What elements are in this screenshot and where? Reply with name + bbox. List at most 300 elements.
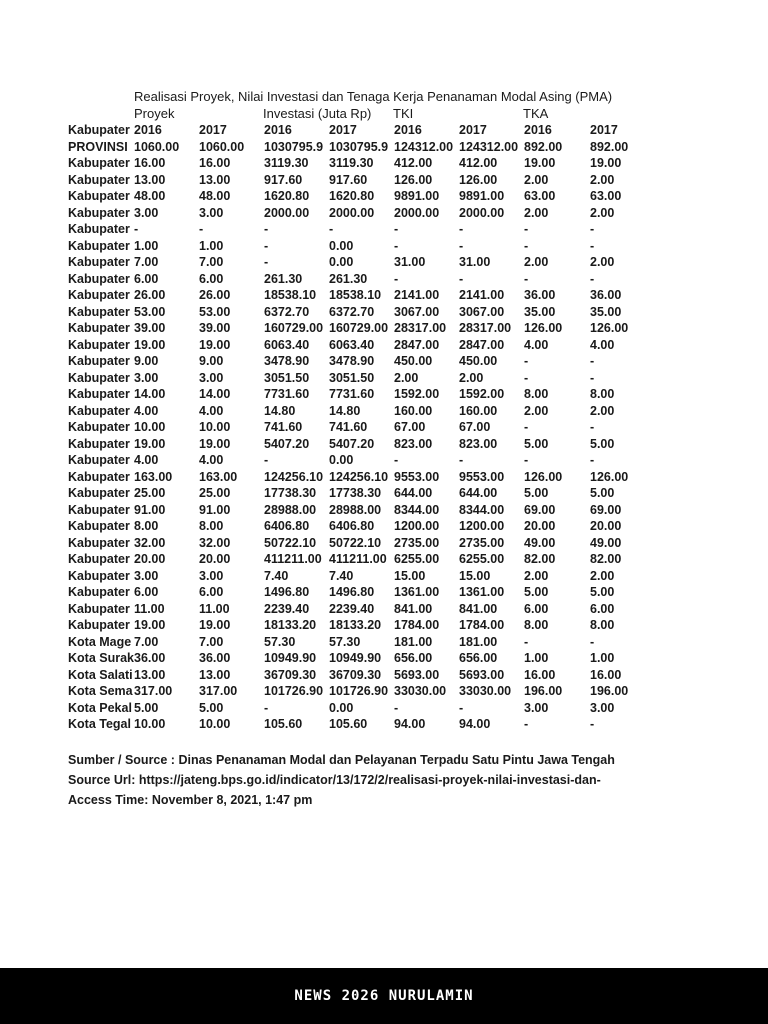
region-cell: Kabupater	[68, 585, 130, 599]
value-cell: -	[394, 453, 399, 467]
table-row	[68, 617, 650, 634]
value-cell: 8.00	[524, 618, 549, 632]
region-cell: Kabupater	[68, 420, 130, 434]
value-cell: 1030795.9	[264, 139, 324, 154]
value-cell: 3119.30	[264, 156, 309, 170]
value-cell: 160.00	[394, 403, 433, 418]
value-cell: 5.00	[590, 585, 615, 599]
value-cell: 7.00	[134, 634, 159, 649]
value-cell: 16.00	[134, 156, 166, 170]
value-cell: 6255.00	[459, 552, 505, 566]
value-cell: 57.30	[264, 634, 296, 649]
value-cell: -	[590, 354, 595, 368]
value-cell: 14.00	[199, 387, 231, 401]
table-row	[68, 386, 650, 403]
value-cell: 1620.80	[264, 189, 310, 203]
value-cell: -	[264, 222, 269, 236]
column-header: 2017	[329, 123, 357, 137]
value-cell: 2000.00	[264, 205, 310, 220]
value-cell: 6.00	[590, 601, 615, 616]
value-cell: 19.00	[524, 156, 556, 170]
region-cell: Kota Mage	[68, 634, 132, 649]
column-header: 2017	[199, 123, 227, 137]
value-cell: 124312.00	[394, 139, 454, 154]
value-cell: 31.00	[394, 255, 426, 269]
value-cell: 2000.00	[459, 205, 505, 220]
value-cell: -	[264, 238, 269, 253]
value-cell: 4.00	[199, 453, 224, 467]
value-cell: 3051.50	[329, 370, 375, 385]
value-cell: 3478.90	[264, 354, 310, 368]
region-cell: Kabupater	[68, 288, 130, 302]
value-cell: 5.00	[590, 486, 615, 500]
value-cell: -	[590, 420, 595, 434]
region-cell: Kabupater	[68, 568, 130, 583]
value-cell: 6406.80	[264, 519, 310, 533]
table-row	[68, 700, 650, 717]
value-cell: 5.00	[524, 585, 549, 599]
value-cell: -	[394, 222, 399, 236]
value-cell: 1200.00	[394, 519, 440, 533]
value-cell: 16.00	[590, 667, 622, 682]
table-row	[68, 304, 650, 321]
value-cell: 48.00	[199, 189, 231, 203]
region-cell: Kabupater	[68, 304, 130, 319]
value-cell: 48.00	[134, 189, 166, 203]
value-cell: 13.00	[134, 172, 166, 187]
value-cell: 105.60	[264, 717, 303, 731]
value-cell: 196.00	[524, 684, 563, 698]
table-row	[68, 221, 650, 238]
column-header: Kabupater	[68, 123, 130, 137]
value-cell: 823.00	[394, 436, 433, 451]
value-cell: 9553.00	[394, 469, 440, 484]
value-cell: 196.00	[590, 684, 629, 698]
value-cell: 160729.00	[264, 321, 324, 335]
value-cell: 124256.10	[329, 469, 389, 484]
value-cell: 15.00	[459, 568, 491, 583]
column-header-row	[68, 122, 650, 139]
value-cell: 3478.90	[329, 354, 375, 368]
value-cell: 5407.20	[329, 436, 375, 451]
value-cell: 63.00	[524, 189, 556, 203]
value-cell: -	[590, 271, 595, 286]
value-cell: 892.00	[590, 139, 629, 154]
table-body	[68, 139, 650, 733]
table-row	[68, 667, 650, 684]
value-cell: 741.60	[329, 420, 368, 434]
value-cell: 6372.70	[329, 304, 375, 319]
value-cell: 19.00	[199, 618, 231, 632]
value-cell: 101726.90	[264, 684, 324, 698]
value-cell: 6.00	[134, 271, 159, 286]
value-cell: 6.00	[199, 585, 224, 599]
value-cell: 1620.80	[329, 189, 375, 203]
value-cell: 19.00	[134, 436, 166, 451]
table-row	[68, 535, 650, 552]
watermark-banner	[0, 968, 768, 1024]
value-cell: 0.00	[329, 453, 354, 467]
value-cell: 841.00	[459, 601, 498, 616]
region-cell: Kabupater	[68, 337, 130, 352]
value-cell: 3067.00	[459, 304, 505, 319]
region-cell: Kabupater	[68, 601, 130, 616]
value-cell: 18133.20	[264, 618, 317, 632]
value-cell: 917.60	[329, 172, 368, 187]
value-cell: 36.00	[199, 651, 231, 665]
table-row	[68, 353, 650, 370]
value-cell: 1.00	[590, 651, 615, 665]
value-cell: 28988.00	[329, 502, 382, 517]
value-cell: -	[590, 717, 595, 731]
value-cell: 20.00	[199, 552, 231, 566]
value-cell: -	[264, 700, 269, 715]
value-cell: 1592.00	[394, 387, 440, 401]
region-cell: Kabupater	[68, 271, 130, 286]
value-cell: -	[524, 634, 529, 649]
value-cell: -	[524, 222, 529, 236]
table-row	[68, 370, 650, 387]
value-cell: 28988.00	[264, 502, 317, 517]
value-cell: 6.00	[134, 585, 159, 599]
value-cell: 36.00	[524, 288, 556, 302]
value-cell: 10.00	[134, 717, 166, 731]
value-cell: 741.60	[264, 420, 303, 434]
value-cell: -	[459, 271, 464, 286]
region-cell: Kabupater	[68, 222, 130, 236]
value-cell: 3067.00	[394, 304, 440, 319]
value-cell: 7731.60	[329, 387, 375, 401]
value-cell: -	[394, 700, 399, 715]
value-cell: 1060.00	[134, 139, 180, 154]
value-cell: 2.00	[459, 370, 484, 385]
value-cell: 105.60	[329, 717, 368, 731]
value-cell: 11.00	[134, 601, 165, 616]
value-cell: 94.00	[394, 717, 426, 731]
value-cell: 2.00	[524, 205, 549, 220]
table-row	[68, 287, 650, 304]
value-cell: 3.00	[199, 370, 224, 385]
value-cell: 126.00	[524, 469, 563, 484]
region-cell: Kabupater	[68, 535, 130, 550]
value-cell: -	[459, 222, 464, 236]
value-cell: 892.00	[524, 139, 563, 154]
value-cell: -	[590, 370, 595, 385]
value-cell: 2.00	[524, 172, 549, 187]
value-cell: 0.00	[329, 255, 354, 269]
value-cell: 5693.00	[394, 667, 440, 682]
value-cell: -	[590, 634, 595, 649]
value-cell: 5407.20	[264, 436, 310, 451]
value-cell: 656.00	[459, 651, 498, 665]
value-cell: 3.00	[134, 568, 159, 583]
source-text: Sumber / Source : Dinas Penanaman Modal dan Pelayanan Terpadu Satu Pintu Jawa Tengah	[68, 753, 615, 767]
value-cell: 2847.00	[394, 337, 440, 352]
value-cell: 3.00	[134, 370, 159, 385]
value-cell: 49.00	[590, 535, 622, 550]
region-cell: Kabupater	[68, 552, 130, 566]
source-footer	[68, 750, 615, 810]
value-cell: 126.00	[459, 172, 498, 187]
value-cell: 4.00	[590, 337, 615, 352]
region-cell: Kota Sema	[68, 684, 133, 698]
value-cell: 2735.00	[394, 535, 440, 550]
region-cell: Kabupater	[68, 436, 130, 451]
value-cell: 412.00	[459, 156, 498, 170]
value-cell: 9.00	[134, 354, 159, 368]
column-header: 2016	[134, 123, 162, 137]
value-cell: 2.00	[590, 172, 615, 187]
value-cell: 36.00	[590, 288, 622, 302]
table-row	[68, 155, 650, 172]
value-cell: 411211.00	[264, 552, 322, 566]
value-cell: 9891.00	[459, 189, 505, 203]
value-cell: 2239.40	[329, 601, 375, 616]
group-header-proyek: Proyek	[134, 106, 175, 121]
table-row	[68, 403, 650, 420]
value-cell: 14.80	[329, 403, 361, 418]
value-cell: 17738.30	[329, 486, 382, 500]
region-cell: Kabupater	[68, 453, 130, 467]
value-cell: 4.00	[199, 403, 224, 418]
value-cell: 2847.00	[459, 337, 505, 352]
value-cell: 33030.00	[459, 684, 512, 698]
value-cell: 2.00	[590, 403, 615, 418]
value-cell: 9553.00	[459, 469, 505, 484]
value-cell: 50722.10	[264, 535, 317, 550]
table-row	[68, 634, 650, 651]
value-cell: -	[524, 453, 529, 467]
value-cell: 6406.80	[329, 519, 375, 533]
value-cell: 3.00	[524, 700, 549, 715]
table-row	[68, 584, 650, 601]
value-cell: 1592.00	[459, 387, 505, 401]
value-cell: 18133.20	[329, 618, 382, 632]
value-cell: 5.00	[524, 436, 549, 451]
column-header: 2017	[459, 123, 487, 137]
group-header-tka: TKA	[523, 106, 549, 121]
value-cell: 181.00	[459, 634, 498, 649]
value-cell: 163.00	[199, 469, 238, 484]
value-cell: 11.00	[199, 601, 230, 616]
value-cell: 17738.30	[264, 486, 317, 500]
value-cell: 3.00	[199, 568, 224, 583]
value-cell: 6.00	[524, 601, 549, 616]
value-cell: 7.00	[199, 255, 224, 269]
access-time: Access Time: November 8, 2021, 1:47 pm	[68, 793, 313, 807]
value-cell: 2.00	[524, 255, 549, 269]
value-cell: 69.00	[590, 502, 622, 517]
table-row	[68, 683, 650, 700]
value-cell: 15.00	[394, 568, 426, 583]
value-cell: 10949.90	[264, 651, 317, 665]
value-cell: 5.00	[590, 436, 615, 451]
value-cell: 411211.00	[329, 552, 387, 566]
value-cell: 63.00	[590, 189, 622, 203]
table-row	[68, 337, 650, 354]
value-cell: -	[590, 222, 595, 236]
value-cell: 18538.10	[264, 288, 317, 302]
value-cell: 0.00	[329, 700, 354, 715]
data-table	[68, 122, 650, 733]
value-cell: 19.00	[590, 156, 622, 170]
region-cell: Kabupater	[68, 172, 130, 187]
source-url: Source Url: https://jateng.bps.go.id/indicator/13/172/2/realisasi-proyek-nilai-investasi-dan-	[68, 773, 601, 787]
value-cell: 19.00	[199, 436, 231, 451]
value-cell: -	[524, 271, 529, 286]
region-cell: Kabupater	[68, 321, 130, 335]
value-cell: 8344.00	[394, 502, 440, 517]
value-cell: 1496.80	[264, 585, 310, 599]
value-cell: 317.00	[199, 684, 238, 698]
value-cell: 3.00	[134, 205, 159, 220]
value-cell: 67.00	[394, 420, 426, 434]
value-cell: 69.00	[524, 502, 556, 517]
value-cell: -	[264, 255, 269, 269]
value-cell: 1361.00	[394, 585, 440, 599]
value-cell: 2.00	[590, 205, 615, 220]
table-row	[68, 469, 650, 486]
value-cell: 450.00	[394, 354, 433, 368]
value-cell: 160729.00	[329, 321, 389, 335]
value-cell: 6255.00	[394, 552, 440, 566]
value-cell: -	[329, 222, 334, 236]
value-cell: 124312.00	[459, 139, 519, 154]
value-cell: 82.00	[590, 552, 622, 566]
region-cell: Kabupater	[68, 469, 130, 484]
value-cell: -	[459, 700, 464, 715]
value-cell: 7.00	[199, 634, 224, 649]
value-cell: 5.00	[199, 700, 224, 715]
value-cell: 28317.00	[459, 321, 512, 335]
value-cell: 7.40	[264, 568, 289, 583]
value-cell: 3.00	[590, 700, 615, 715]
value-cell: 2000.00	[329, 205, 375, 220]
region-cell: Kota Salati	[68, 667, 133, 682]
column-header: 2016	[264, 123, 292, 137]
value-cell: 53.00	[134, 304, 166, 319]
value-cell: 2141.00	[394, 288, 440, 302]
value-cell: 28317.00	[394, 321, 447, 335]
region-cell: PROVINSI	[68, 139, 128, 154]
value-cell: 656.00	[394, 651, 433, 665]
table-row	[68, 419, 650, 436]
value-cell: 7731.60	[264, 387, 310, 401]
region-cell: Kabupater	[68, 618, 130, 632]
region-cell: Kabupater	[68, 205, 130, 220]
column-header: 2017	[590, 123, 618, 137]
value-cell: 3.00	[199, 205, 224, 220]
region-cell: Kabupater	[68, 255, 130, 269]
value-cell: 8.00	[590, 387, 615, 401]
group-header-investasi: Investasi (Juta Rp)	[263, 106, 372, 121]
region-cell: Kabupater	[68, 189, 130, 203]
value-cell: 50722.10	[329, 535, 382, 550]
table-row	[68, 254, 650, 271]
value-cell: 36709.30	[329, 667, 382, 682]
value-cell: 7.00	[134, 255, 159, 269]
region-cell: Kabupater	[68, 502, 130, 517]
value-cell: 126.00	[590, 469, 629, 484]
column-header: 2016	[394, 123, 422, 137]
value-cell: 2.00	[524, 568, 549, 583]
region-cell: Kabupater	[68, 156, 130, 170]
value-cell: 5693.00	[459, 667, 505, 682]
value-cell: 917.60	[264, 172, 303, 187]
value-cell: 8344.00	[459, 502, 505, 517]
value-cell: -	[394, 271, 399, 286]
value-cell: 8.00	[590, 618, 615, 632]
table-row	[68, 551, 650, 568]
value-cell: 1784.00	[459, 618, 505, 632]
value-cell: 160.00	[459, 403, 498, 418]
value-cell: 82.00	[524, 552, 556, 566]
value-cell: 124256.10	[264, 469, 324, 484]
value-cell: 2.00	[394, 370, 419, 385]
value-cell: 412.00	[394, 156, 433, 170]
region-cell: Kota Tegal	[68, 717, 131, 731]
value-cell: 2141.00	[459, 288, 505, 302]
value-cell: 19.00	[134, 337, 166, 352]
value-cell: 8.00	[134, 519, 159, 533]
value-cell: -	[524, 370, 529, 385]
group-header-tki: TKI	[393, 106, 414, 121]
value-cell: 9891.00	[394, 189, 440, 203]
value-cell: 39.00	[199, 321, 231, 335]
region-cell: Kabupater	[68, 387, 130, 401]
value-cell: 14.00	[134, 387, 166, 401]
value-cell: 20.00	[524, 519, 556, 533]
region-cell: Kota Pekal	[68, 700, 132, 715]
table-row	[68, 320, 650, 337]
value-cell: 26.00	[134, 288, 166, 302]
table-row	[68, 188, 650, 205]
value-cell: 32.00	[199, 535, 231, 550]
value-cell: 16.00	[199, 156, 231, 170]
value-cell: 1200.00	[459, 519, 505, 533]
value-cell: 8.00	[524, 387, 549, 401]
value-cell: 6.00	[199, 271, 224, 286]
value-cell: 0.00	[329, 238, 354, 253]
table-row	[68, 172, 650, 189]
region-cell: Kabupater	[68, 486, 130, 500]
value-cell: 26.00	[199, 288, 231, 302]
value-cell: 6063.40	[329, 337, 375, 352]
value-cell: 823.00	[459, 436, 498, 451]
value-cell: 35.00	[590, 304, 622, 319]
value-cell: 39.00	[134, 321, 166, 335]
value-cell: 1.00	[199, 238, 224, 253]
value-cell: 450.00	[459, 354, 498, 368]
value-cell: 33030.00	[394, 684, 447, 698]
value-cell: 4.00	[134, 453, 159, 467]
table-row	[68, 139, 650, 156]
value-cell: -	[134, 222, 139, 236]
region-cell: Kabupater	[68, 370, 130, 385]
value-cell: 16.00	[524, 667, 556, 682]
value-cell: 13.00	[199, 172, 231, 187]
value-cell: -	[590, 453, 595, 467]
table-row	[68, 238, 650, 255]
value-cell: 67.00	[459, 420, 491, 434]
table-row	[68, 485, 650, 502]
value-cell: 1.00	[524, 651, 549, 665]
table-row	[68, 436, 650, 453]
value-cell: 181.00	[394, 634, 433, 649]
value-cell: 10.00	[199, 717, 231, 731]
banner-text: NEWS 2026 NURULAMIN	[294, 988, 474, 1004]
table-row	[68, 502, 650, 519]
